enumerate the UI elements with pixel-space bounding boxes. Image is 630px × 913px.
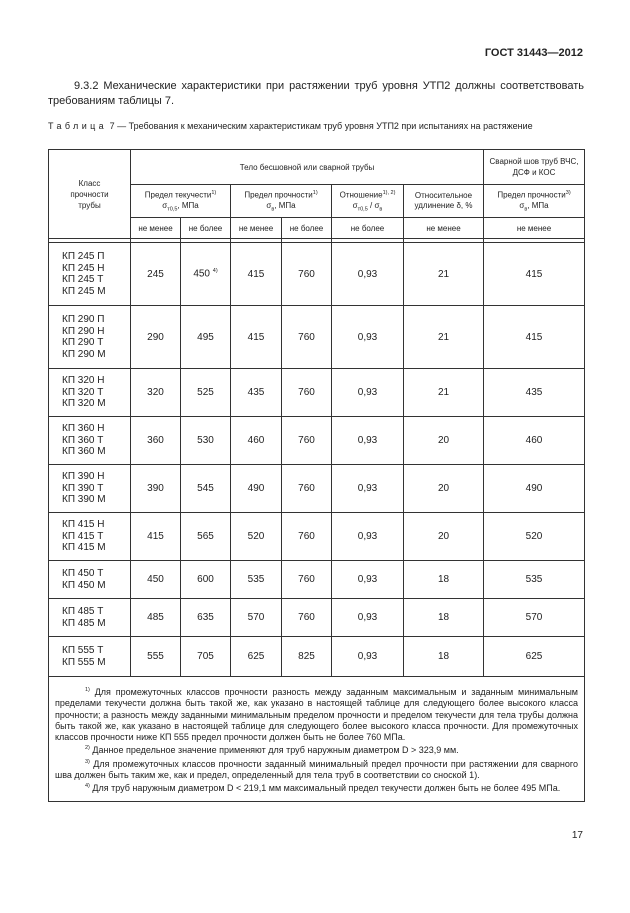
footnote-ref: 4) — [212, 268, 218, 275]
strength-class: КП 290 Н — [62, 325, 105, 337]
limit-label: не более — [332, 218, 404, 239]
weld-tensile-min-value: 535 — [525, 574, 543, 585]
strength-class: КП 485 Т — [62, 606, 104, 617]
strength-class: КП 450 Т — [62, 568, 104, 579]
yield-min-value: 245 — [147, 268, 164, 280]
elongation-min-cell — [404, 561, 484, 599]
yield-max-value: 525 — [197, 387, 214, 398]
elongation-min-cell — [404, 243, 484, 306]
table-caption-prefix: Таблица — [48, 121, 108, 131]
weld-tensile-min-cell — [484, 243, 585, 306]
elongation-min-value: 18 — [437, 651, 450, 662]
strength-class-cell — [49, 465, 131, 513]
ratio-max-cell — [332, 637, 404, 677]
footnote-number: 4) — [85, 783, 90, 790]
yield-min-value: 485 — [147, 612, 164, 623]
strength-class-cell — [49, 306, 131, 369]
tensile-max-cell — [282, 306, 332, 369]
footnote — [55, 743, 578, 756]
elongation-min-cell — [404, 306, 484, 369]
yield-min-cell — [131, 369, 181, 417]
table-row — [49, 243, 585, 306]
elongation-min-cell — [404, 599, 484, 637]
weld-tensile-min-value: 435 — [525, 387, 543, 398]
tensile-min-cell — [231, 306, 282, 369]
tensile-min-value: 415 — [247, 268, 265, 280]
limit-label: не менее — [484, 218, 585, 239]
strength-class: КП 360 Т — [62, 434, 104, 446]
ratio-header: Отношение$^{1), 2)}$ $\sigma_{т0,5} / \sigma_в$ — [332, 185, 404, 218]
strength-class: КП 290 М — [62, 348, 106, 360]
footnote-text: Для промежуточных классов прочности заданный минимальный предел прочности при растяжении для сварного шва должен быть таким же, как и предел, определенный для тела труб в соответствии со сноской 1). — [55, 758, 578, 781]
ratio-max-cell — [332, 306, 404, 369]
ratio-max-cell — [332, 465, 404, 513]
tensile-min-value: 415 — [247, 331, 265, 343]
weld-tensile-min-value: 460 — [525, 435, 543, 446]
strength-class-cell — [49, 561, 131, 599]
weld-tensile-min-value: 415 — [525, 331, 543, 343]
strength-class-cell — [49, 243, 131, 306]
ratio-max-value: 0,93 — [357, 268, 378, 280]
tensile-max-value: 760 — [298, 612, 315, 623]
yield-min-value: 290 — [147, 331, 164, 343]
ratio-max-cell — [332, 513, 404, 561]
yield-max-cell — [181, 599, 231, 637]
yield-min-value: 555 — [147, 651, 164, 662]
yield-min-cell — [131, 465, 181, 513]
strength-class: КП 390 Н — [62, 471, 105, 483]
tensile-min-value: 520 — [247, 531, 265, 542]
yield-max-value: 545 — [197, 483, 214, 494]
tensile-max-cell — [282, 599, 332, 637]
yield-min-value: 320 — [147, 387, 164, 398]
strength-class-cell — [49, 599, 131, 637]
requirements-table — [48, 149, 585, 802]
tensile-min-value: 435 — [247, 387, 265, 398]
yield-max-cell — [181, 561, 231, 599]
strength-class: КП 360 М — [62, 446, 106, 458]
footnote-number: 3) — [85, 758, 90, 765]
strength-class: КП 415 Т — [62, 530, 104, 542]
strength-class: КП 415 М — [62, 542, 106, 554]
table-row — [49, 637, 585, 677]
yield-max-cell — [181, 243, 231, 306]
tensile-min-cell — [231, 513, 282, 561]
tensile-min-cell — [231, 417, 282, 465]
tensile-max-cell — [282, 561, 332, 599]
tensile-max-cell — [282, 243, 332, 306]
strength-class: КП 555 Т — [62, 645, 104, 656]
strength-class: КП 450 М — [62, 579, 106, 591]
ratio-max-value: 0,93 — [357, 531, 378, 542]
yield-min-value: 450 — [147, 574, 164, 585]
elongation-min-value: 20 — [437, 531, 450, 542]
weld-tensile-min-cell — [484, 465, 585, 513]
table-row — [49, 306, 585, 369]
tensile-min-value: 570 — [247, 612, 265, 623]
ratio-max-value: 0,93 — [357, 612, 378, 623]
strength-class-cell — [49, 513, 131, 561]
elongation-min-value: 18 — [437, 574, 450, 585]
weld-tensile-header: Предел прочности$^{3)}$ $\sigma_в$, МПа — [484, 185, 585, 218]
elongation-header: Относительное удлинение δ, % — [404, 185, 484, 218]
yield-max-cell — [181, 513, 231, 561]
tensile-max-value: 760 — [298, 435, 315, 446]
footnote-number: 2) — [85, 745, 90, 752]
tensile-max-value: 760 — [298, 387, 315, 398]
footnote-text: Для труб наружным диаметром D < 219,1 мм максимальный предел текучести должен быть не более 495 МПа. — [89, 783, 561, 794]
elongation-min-value: 18 — [437, 612, 450, 623]
limit-label: не менее — [231, 218, 282, 239]
document-header: ГОСТ 31443—2012 — [484, 47, 583, 59]
yield-min-cell — [131, 513, 181, 561]
page-number: 17 — [571, 830, 583, 841]
yield-min-cell — [131, 417, 181, 465]
yield-max-cell — [181, 369, 231, 417]
strength-class: КП 415 Н — [62, 519, 105, 531]
table-row — [49, 599, 585, 637]
yield-min-cell — [131, 306, 181, 369]
yield-max-value: 705 — [197, 651, 214, 662]
strength-class: КП 360 Н — [62, 423, 105, 435]
strength-class: КП 320 Н — [62, 375, 105, 387]
table-footnotes — [49, 677, 585, 802]
strength-class: КП 245 П — [62, 251, 105, 262]
limit-label: не более — [282, 218, 332, 239]
body-header: Тело бесшовной или сварной трубы — [131, 150, 484, 185]
yield-max-cell — [181, 465, 231, 513]
ratio-max-cell — [332, 561, 404, 599]
tensile-max-value: 760 — [298, 331, 315, 343]
weld-tensile-min-cell — [484, 417, 585, 465]
weld-tensile-min-value: 415 — [525, 268, 543, 280]
yield-min-cell — [131, 561, 181, 599]
yield-min-cell — [131, 637, 181, 677]
table-row — [49, 465, 585, 513]
yield-max-cell — [181, 306, 231, 369]
elongation-min-value: 20 — [437, 435, 450, 446]
strength-class: КП 320 Т — [62, 386, 104, 398]
tensile-max-cell — [282, 417, 332, 465]
yield-min-cell — [131, 599, 181, 637]
elongation-min-cell — [404, 369, 484, 417]
strength-class: КП 290 П — [62, 314, 105, 325]
tensile-max-value: 760 — [298, 268, 315, 280]
strength-class: КП 245 М — [62, 285, 106, 297]
tensile-min-cell — [231, 465, 282, 513]
tensile-min-cell — [231, 369, 282, 417]
yield-max-value: 635 — [197, 612, 214, 623]
table-row — [49, 513, 585, 561]
strength-class: КП 245 Т — [62, 274, 104, 285]
tensile-max-cell — [282, 513, 332, 561]
elongation-min-cell — [404, 513, 484, 561]
tensile-min-value: 460 — [247, 435, 265, 446]
elongation-min-value: 21 — [437, 268, 450, 280]
ratio-max-value: 0,93 — [357, 435, 378, 446]
strength-class: КП 290 Т — [62, 337, 104, 348]
tensile-min-cell — [231, 637, 282, 677]
weld-tensile-min-cell — [484, 369, 585, 417]
tensile-max-value: 760 — [298, 483, 315, 494]
ratio-max-cell — [332, 417, 404, 465]
tensile-min-cell — [231, 561, 282, 599]
weld-tensile-min-cell — [484, 599, 585, 637]
ratio-max-cell — [332, 369, 404, 417]
yield-header: Предел текучести$^{1)}$ $\sigma_{т0,5}$, МПа — [131, 185, 231, 218]
yield-max-cell — [181, 417, 231, 465]
tensile-max-value: 760 — [298, 531, 315, 542]
tensile-min-cell — [231, 243, 282, 306]
strength-class: КП 485 М — [62, 617, 106, 629]
tensile-max-cell — [282, 369, 332, 417]
ratio-max-cell — [332, 243, 404, 306]
tensile-max-value: 760 — [298, 574, 315, 585]
footnote — [55, 685, 578, 743]
tensile-min-cell — [231, 599, 282, 637]
weld-header: Сварной шов труб ВЧС, ДСФ и КОС — [484, 150, 585, 185]
strength-class: КП 245 Н — [62, 262, 105, 274]
table-row — [49, 369, 585, 417]
yield-max-value: 530 — [197, 435, 214, 446]
weld-tensile-min-value: 570 — [525, 612, 543, 623]
table-caption-text: 7 — Требования к механическим характеристикам труб уровня УТП2 при испытаниях на растяжение — [109, 121, 533, 131]
yield-max-value: 600 — [197, 574, 214, 585]
tensile-max-cell — [282, 465, 332, 513]
elongation-min-value: 20 — [437, 483, 450, 494]
weld-tensile-min-cell — [484, 306, 585, 369]
weld-tensile-min-value: 520 — [525, 531, 543, 542]
elongation-min-cell — [404, 465, 484, 513]
elongation-min-value: 21 — [437, 387, 450, 398]
ratio-max-value: 0,93 — [357, 387, 378, 398]
tensile-max-value: 825 — [298, 651, 315, 662]
strength-class: КП 390 М — [62, 494, 106, 506]
ratio-max-cell — [332, 599, 404, 637]
limit-label: не более — [181, 218, 231, 239]
yield-min-value: 360 — [147, 435, 164, 446]
limit-label: не менее — [131, 218, 181, 239]
strength-class: КП 320 М — [62, 398, 106, 410]
elongation-min-cell — [404, 637, 484, 677]
strength-class: КП 555 М — [62, 656, 106, 668]
weld-tensile-min-cell — [484, 637, 585, 677]
ratio-max-value: 0,93 — [357, 574, 378, 585]
tensile-min-value: 490 — [247, 483, 265, 494]
tensile-min-value: 625 — [247, 651, 265, 662]
weld-tensile-min-cell — [484, 561, 585, 599]
footnote-number: 1) — [85, 687, 90, 693]
weld-tensile-min-value: 625 — [525, 651, 543, 662]
weld-tensile-min-cell — [484, 513, 585, 561]
strength-class-cell — [49, 637, 131, 677]
elongation-min-value: 21 — [437, 331, 450, 343]
footnote-text: Данное предельное значение применяют для труб наружным диаметром D > 323,9 мм. — [89, 745, 459, 756]
limit-label: не менее — [404, 218, 484, 239]
footnote-text: Для промежуточных классов прочности разность между заданным максимальным и заданным минимальным пределами текучести должна быть такой же, как указано в настоящей таблице для следующего более высокого класса прочности; а разность между заданными минимальным пределом прочности и пределом текучести для тела трубы должна быть такой же, как указано в настоящей таблице для следующего более высокого класса прочности. Для промежуточных классов прочности ниже КП 555 предел прочности должен быть не более 760 МПа. — [55, 687, 578, 743]
elongation-min-cell — [404, 417, 484, 465]
yield-min-value: 390 — [147, 483, 164, 494]
yield-max-value: 450 — [193, 268, 210, 280]
yield-min-value: 415 — [147, 531, 164, 542]
ratio-max-value: 0,93 — [357, 651, 378, 662]
intro-paragraph: 9.3.2 Механические характеристики при растяжении труб уровня УТП2 должны соответствовать требованиям таблицы 7. — [48, 80, 584, 107]
strength-class-cell — [49, 369, 131, 417]
tensile-header: Предел прочности$^{1)}$ $\sigma_в$, МПа — [231, 185, 332, 218]
tensile-min-value: 535 — [247, 574, 265, 585]
table-row — [49, 561, 585, 599]
footnote — [55, 781, 578, 794]
yield-max-cell — [181, 637, 231, 677]
ratio-max-value: 0,93 — [357, 331, 378, 343]
yield-max-value: 495 — [197, 331, 214, 343]
weld-tensile-min-value: 490 — [525, 483, 543, 494]
strength-class: КП 390 Т — [62, 482, 104, 494]
footnote — [55, 757, 578, 782]
table-row — [49, 417, 585, 465]
class-header: Класс прочности трубы — [49, 150, 131, 239]
tensile-max-cell — [282, 637, 332, 677]
strength-class-cell — [49, 417, 131, 465]
yield-min-cell — [131, 243, 181, 306]
yield-max-value: 565 — [197, 531, 214, 542]
table-caption — [48, 120, 584, 132]
ratio-max-value: 0,93 — [357, 483, 378, 494]
